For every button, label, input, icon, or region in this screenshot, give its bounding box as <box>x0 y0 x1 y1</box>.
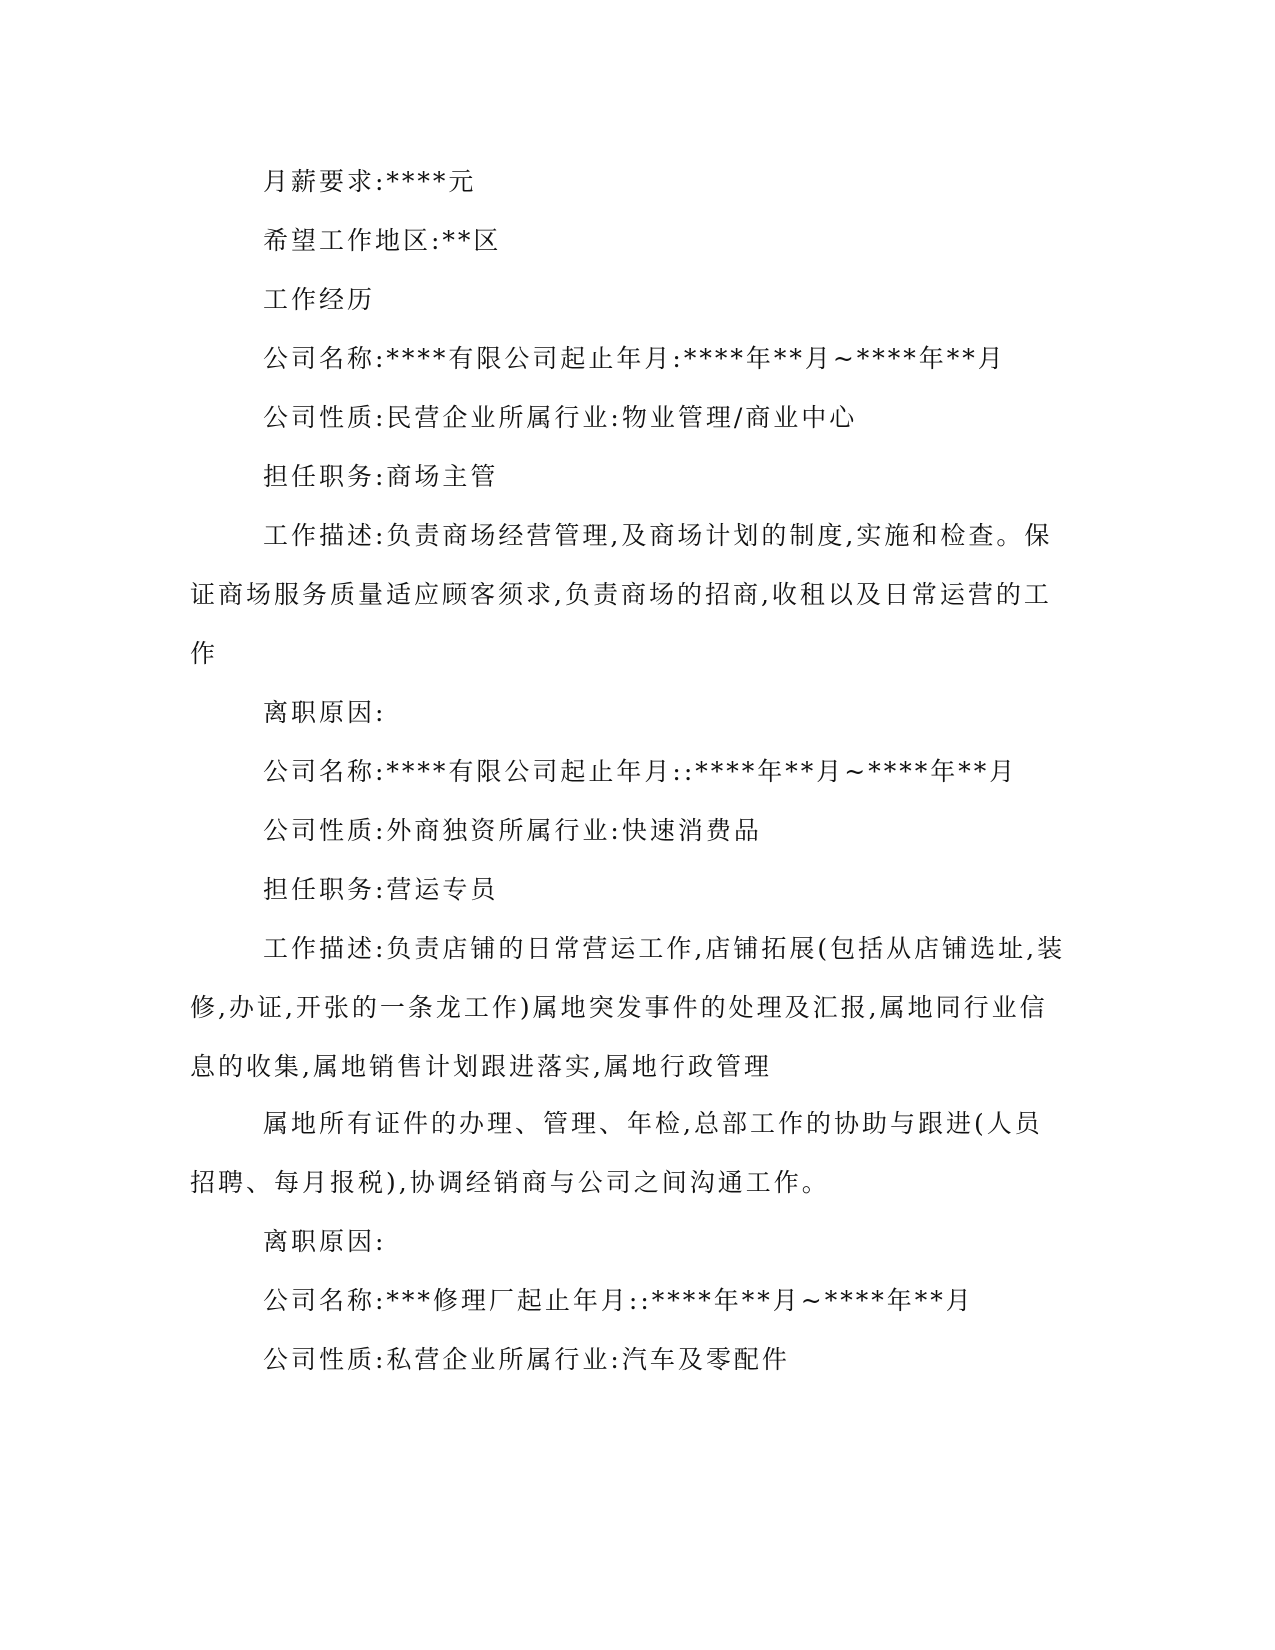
company-1-name-period: 公司名称:****有限公司起止年月:****年**月~****年**月 <box>263 344 1006 373</box>
preferred-work-area: 希望工作地区:**区 <box>263 226 502 255</box>
work-experience-heading: 工作经历 <box>263 285 376 314</box>
salary-requirement: 月薪要求:****元 <box>263 167 477 196</box>
company-2-job-description-continued: 属地所有证件的办理、管理、年检,总部工作的协助与跟进(人员招聘、每月报税),协调经销商与公司之间沟通工作。 <box>190 1109 1043 1197</box>
company-3-nature-industry: 公司性质:私营企业所属行业:汽车及零配件 <box>263 1345 790 1374</box>
company-1-position: 担任职务:商场主管 <box>263 462 499 491</box>
company-2-name-period: 公司名称:****有限公司起止年月::****年**月~****年**月 <box>263 757 1018 786</box>
company-1-nature-industry: 公司性质:民营企业所属行业:物业管理/商业中心 <box>263 403 858 432</box>
company-3-name-period: 公司名称:***修理厂起止年月::****年**月~****年**月 <box>263 1286 974 1315</box>
company-1-leaving-reason: 离职原因: <box>263 698 387 727</box>
company-2-nature-industry: 公司性质:外商独资所属行业:快速消费品 <box>263 816 762 845</box>
company-2-leaving-reason: 离职原因: <box>263 1227 387 1256</box>
company-2-job-description: 工作描述:负责店铺的日常营运工作,店铺拓展(包括从店铺选址,装修,办证,开张的一条龙工作)属地突发事件的处理及汇报,属地同行业信息的收集,属地销售计划跟进落实,属地行政管理 <box>190 934 1066 1081</box>
company-1-job-description: 工作描述:负责商场经营管理,及商场计划的制度,实施和检查。保证商场服务质量适应顾客须求,负责商场的招商,收租以及日常运营的工作 <box>190 521 1053 668</box>
company-2-position: 担任职务:营运专员 <box>263 875 499 904</box>
